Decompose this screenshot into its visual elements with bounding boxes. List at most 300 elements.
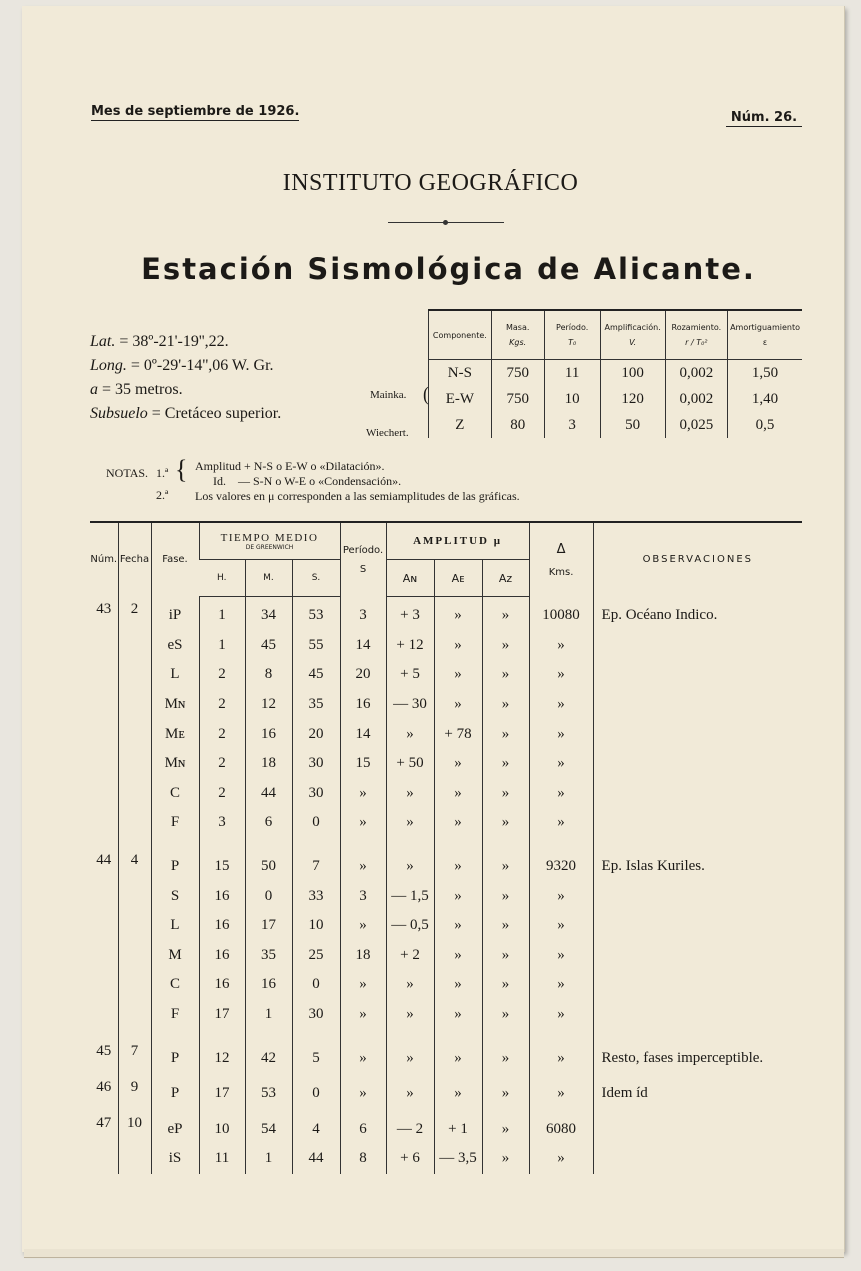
col-period [544, 310, 600, 360]
minutes: 1 [245, 1000, 292, 1030]
inst-friction: 0,025 [665, 412, 727, 438]
spacer-cell [593, 838, 802, 852]
event-num [90, 970, 118, 1000]
inst-amplification: 120 [600, 386, 665, 412]
table-row [90, 597, 802, 631]
period: » [340, 1000, 386, 1030]
amp-e: » [434, 970, 482, 1000]
note-2-number: 2.ª [156, 488, 169, 502]
observation: Ep. Islas Kuriles. [593, 852, 802, 882]
hours: 17 [199, 1079, 245, 1109]
period: 6 [340, 1115, 386, 1145]
spacer-cell [118, 838, 151, 852]
seconds: 10 [292, 911, 340, 941]
table-row [90, 631, 802, 661]
event-date [118, 719, 151, 749]
col-an: Aɴ [386, 560, 434, 597]
observation: Idem íd [593, 1079, 802, 1109]
col-az: Az [482, 560, 529, 597]
phase: eS [151, 631, 199, 661]
event-num: 46 [96, 1078, 112, 1095]
note-1-number: 1.ª [156, 466, 169, 480]
observation [593, 660, 802, 690]
minutes: 45 [245, 631, 292, 661]
distance: » [529, 1144, 593, 1174]
kms-label: Kms. [548, 566, 574, 578]
table-row [90, 1079, 802, 1109]
amp-z: » [482, 970, 529, 1000]
table-row [90, 881, 802, 911]
table-row [90, 1043, 802, 1073]
amp-z: » [482, 719, 529, 749]
mass-label: Masa. [505, 323, 530, 332]
amp-e: » [434, 1000, 482, 1030]
spacer-cell [593, 1029, 802, 1043]
inst-component: E-W [429, 386, 492, 412]
amp-z: » [482, 941, 529, 971]
amp-e: » [434, 597, 482, 631]
instrument-table [428, 309, 802, 438]
event-date [118, 1144, 151, 1174]
observation [593, 941, 802, 971]
event-date: 9 [118, 1079, 151, 1109]
row-spacer [90, 838, 802, 852]
seconds: 30 [292, 1000, 340, 1030]
amp-n: » [386, 1000, 434, 1030]
spacer-cell [340, 1029, 386, 1043]
period: 14 [340, 719, 386, 749]
distance: » [529, 881, 593, 911]
phase: eP [151, 1115, 199, 1145]
amp-e: » [434, 808, 482, 838]
seconds: 44 [292, 1144, 340, 1174]
note-1a: Amplitud + N-S o E-W o «Dilatación». [195, 459, 385, 473]
period-label: Período. [556, 323, 589, 332]
event-date [118, 1000, 151, 1030]
event-date [118, 941, 151, 971]
latitude-label: Lat. [90, 333, 116, 350]
amp-e: » [434, 881, 482, 911]
phase: F [151, 808, 199, 838]
col-amplitude: AMPLITUD μ [386, 522, 529, 560]
minutes: 42 [245, 1043, 292, 1073]
spacer-cell [292, 838, 340, 852]
instrument-row [429, 386, 803, 412]
seismic-table [90, 521, 802, 1174]
observation [593, 690, 802, 720]
amp-n: + 5 [386, 660, 434, 690]
amp-z: » [482, 660, 529, 690]
altitude [90, 381, 183, 399]
subsoil-value: = Cretáceo superior. [151, 405, 282, 422]
amp-e: » [434, 779, 482, 809]
minutes: 50 [245, 852, 292, 882]
phase: Mɴ [151, 690, 199, 720]
period: 18 [340, 941, 386, 971]
minutes: 18 [245, 749, 292, 779]
amp-e: » [434, 1043, 482, 1073]
seconds: 53 [292, 597, 340, 631]
event-num [90, 690, 118, 720]
period-label: Período. [342, 544, 384, 556]
table-row [90, 779, 802, 809]
minutes: 1 [245, 1144, 292, 1174]
amp-z: » [482, 1079, 529, 1109]
event-num [90, 631, 118, 661]
hours: 16 [199, 941, 245, 971]
table-row [90, 1144, 802, 1174]
inst-mass: 80 [491, 412, 544, 438]
spacer-cell [90, 838, 118, 852]
notes-brace: { [175, 455, 188, 484]
longitude [90, 357, 274, 375]
spacer-cell [199, 838, 245, 852]
altitude-value: = 35 metros. [102, 381, 183, 398]
minutes: 17 [245, 911, 292, 941]
inst-mass: 750 [491, 386, 544, 412]
instrument-header-row [429, 310, 803, 360]
row-spacer [90, 1029, 802, 1043]
table-row [90, 852, 802, 882]
distance: » [529, 1000, 593, 1030]
observation [593, 881, 802, 911]
observation: Ep. Océano Indico. [593, 597, 802, 631]
observation [593, 719, 802, 749]
seconds: 0 [292, 970, 340, 1000]
group-wiechert: Wiechert. [366, 427, 409, 439]
observation [593, 1115, 802, 1145]
hours: 16 [199, 970, 245, 1000]
event-num [90, 808, 118, 838]
amp-n: » [386, 808, 434, 838]
event-num [90, 719, 118, 749]
seconds: 0 [292, 1079, 340, 1109]
inst-amplification: 100 [600, 360, 665, 387]
amp-n: + 12 [386, 631, 434, 661]
inst-component: Z [429, 412, 492, 438]
mass-unit: Kgs. [509, 338, 527, 347]
hours: 10 [199, 1115, 245, 1145]
event-date [118, 749, 151, 779]
period-unit: T₀ [568, 338, 577, 347]
period: 3 [340, 881, 386, 911]
col-minutes: M. [245, 560, 292, 597]
event-date [118, 808, 151, 838]
delta-label: Δ [556, 541, 566, 557]
amplification-label: Amplificación. [604, 323, 661, 332]
spacer-cell [118, 1029, 151, 1043]
inst-damping: 0,5 [728, 412, 802, 438]
hours: 12 [199, 1043, 245, 1073]
inst-friction: 0,002 [665, 360, 727, 387]
longitude-label: Long. [90, 357, 127, 374]
hours: 17 [199, 1000, 245, 1030]
instrument-row [429, 360, 803, 387]
amp-n: » [386, 852, 434, 882]
time-label: TIEMPO MEDIO [220, 531, 319, 544]
hours: 16 [199, 911, 245, 941]
phase: M [151, 941, 199, 971]
longitude-value: = 0º-29'-14'',06 W. Gr. [130, 357, 274, 374]
phase: C [151, 779, 199, 809]
amp-n: + 2 [386, 941, 434, 971]
spacer-cell [434, 1029, 482, 1043]
distance: » [529, 1079, 593, 1109]
amp-n: + 3 [386, 597, 434, 631]
station-title: Estación Sismológica de Alicante. [141, 252, 756, 286]
period: » [340, 970, 386, 1000]
period: 16 [340, 690, 386, 720]
minutes: 16 [245, 719, 292, 749]
hours: 2 [199, 719, 245, 749]
event-num [90, 779, 118, 809]
minutes: 34 [245, 597, 292, 631]
minutes: 0 [245, 881, 292, 911]
amplification-unit: V. [629, 338, 637, 347]
spacer-cell [151, 1029, 199, 1043]
spacer-cell [151, 838, 199, 852]
distance: » [529, 1043, 593, 1073]
spacer-cell [386, 838, 434, 852]
seconds: 30 [292, 779, 340, 809]
hours: 1 [199, 631, 245, 661]
period: » [340, 852, 386, 882]
spacer-cell [245, 838, 292, 852]
hours: 2 [199, 690, 245, 720]
event-date [118, 970, 151, 1000]
phase: P [151, 852, 199, 882]
spacer-cell [340, 838, 386, 852]
amp-n: » [386, 1043, 434, 1073]
distance: 9320 [529, 852, 593, 882]
col-num: Núm. [90, 522, 118, 597]
minutes: 54 [245, 1115, 292, 1145]
distance: » [529, 808, 593, 838]
hours: 15 [199, 852, 245, 882]
amp-z: » [482, 597, 529, 631]
spacer-cell [529, 838, 593, 852]
seconds: 0 [292, 808, 340, 838]
event-num [90, 1144, 118, 1174]
amp-e: » [434, 690, 482, 720]
phase: P [151, 1079, 199, 1109]
amp-z: » [482, 1043, 529, 1073]
seconds: 7 [292, 852, 340, 882]
inst-friction: 0,002 [665, 386, 727, 412]
table-row [90, 660, 802, 690]
amp-z: » [482, 631, 529, 661]
amp-z: » [482, 881, 529, 911]
observation [593, 970, 802, 1000]
event-date [118, 631, 151, 661]
amp-z: » [482, 1000, 529, 1030]
subsoil-label: Subsuelo [90, 405, 148, 422]
event-date [118, 690, 151, 720]
amp-n: » [386, 779, 434, 809]
period: » [340, 911, 386, 941]
minutes: 6 [245, 808, 292, 838]
minutes: 12 [245, 690, 292, 720]
seconds: 35 [292, 690, 340, 720]
seconds: 5 [292, 1043, 340, 1073]
amp-e: » [434, 660, 482, 690]
phase: C [151, 970, 199, 1000]
distance: » [529, 911, 593, 941]
phase: Mᴇ [151, 719, 199, 749]
friction-unit: r / T₀² [685, 338, 708, 347]
event-date [118, 660, 151, 690]
seconds: 55 [292, 631, 340, 661]
inst-period: 3 [544, 412, 600, 438]
minutes: 53 [245, 1079, 292, 1109]
distance: » [529, 631, 593, 661]
damping-label: Amortiguamiento [730, 323, 800, 332]
observation: Resto, fases imperceptible. [593, 1043, 802, 1073]
spacer-cell [199, 1029, 245, 1043]
phase: F [151, 1000, 199, 1030]
spacer-cell [482, 838, 529, 852]
divider-ornament [443, 220, 448, 225]
amp-z: » [482, 911, 529, 941]
spacer-cell [434, 838, 482, 852]
event-num [90, 911, 118, 941]
mainka-brace: ( [423, 383, 429, 405]
seconds: 4 [292, 1115, 340, 1145]
event-num: 43 [96, 600, 112, 617]
note-2a: Los valores en μ corresponden a las semiamplitudes de las gráficas. [195, 489, 520, 503]
minutes: 8 [245, 660, 292, 690]
phase: L [151, 911, 199, 941]
phase: iP [151, 597, 199, 631]
event-num [90, 941, 118, 971]
group-mainka: Mainka. [370, 389, 407, 401]
seconds: 45 [292, 660, 340, 690]
spacer-cell [529, 1029, 593, 1043]
subsoil [90, 405, 281, 423]
distance: » [529, 749, 593, 779]
period-unit: S [359, 563, 367, 575]
amp-e: + 1 [434, 1115, 482, 1145]
spacer-cell [482, 1029, 529, 1043]
event-date: 7 [118, 1043, 151, 1073]
hours: 2 [199, 779, 245, 809]
note-1b: Id. — S-N o W-E o «Condensación». [213, 474, 402, 488]
amp-e: » [434, 911, 482, 941]
amp-n: — 2 [386, 1115, 434, 1145]
distance: 10080 [529, 597, 593, 631]
phase: Mɴ [151, 749, 199, 779]
col-period [340, 522, 386, 597]
observation [593, 1000, 802, 1030]
altitude-label: a [90, 381, 98, 398]
table-row [90, 808, 802, 838]
hours: 3 [199, 808, 245, 838]
col-distance [529, 522, 593, 597]
amp-e: » [434, 631, 482, 661]
table-row [90, 690, 802, 720]
header-month: Mes de septiembre de 1926. [91, 104, 300, 119]
amp-e: — 3,5 [434, 1144, 482, 1174]
col-seconds: S. [292, 560, 340, 597]
col-date: Fecha [118, 522, 151, 597]
table-row [90, 970, 802, 1000]
phase: L [151, 660, 199, 690]
col-damping [728, 310, 802, 360]
seconds: 25 [292, 941, 340, 971]
col-component: Componente. [429, 310, 492, 360]
observation [593, 779, 802, 809]
event-num [90, 881, 118, 911]
latitude [90, 333, 229, 351]
distance: » [529, 660, 593, 690]
phase: S [151, 881, 199, 911]
inst-mass: 750 [491, 360, 544, 387]
amp-n: » [386, 719, 434, 749]
amp-n: » [386, 970, 434, 1000]
event-date: 2 [118, 597, 151, 631]
amp-n: — 1,5 [386, 881, 434, 911]
amp-z: » [482, 808, 529, 838]
col-mass [491, 310, 544, 360]
period: 14 [340, 631, 386, 661]
event-date [118, 881, 151, 911]
period: » [340, 1043, 386, 1073]
period: 15 [340, 749, 386, 779]
observation [593, 808, 802, 838]
amp-n: + 50 [386, 749, 434, 779]
hours: 2 [199, 660, 245, 690]
hours: 2 [199, 749, 245, 779]
distance: » [529, 941, 593, 971]
seconds: 20 [292, 719, 340, 749]
header-row-1 [90, 522, 802, 560]
amp-z: » [482, 690, 529, 720]
table-row [90, 749, 802, 779]
inst-damping: 1,40 [728, 386, 802, 412]
col-friction [665, 310, 727, 360]
seconds: 30 [292, 749, 340, 779]
latitude-value: = 38º-21'-19'',22. [119, 333, 229, 350]
distance: » [529, 719, 593, 749]
spacer-cell [90, 1029, 118, 1043]
minutes: 16 [245, 970, 292, 1000]
observation [593, 631, 802, 661]
amp-z: » [482, 852, 529, 882]
amp-e: » [434, 852, 482, 882]
inst-damping: 1,50 [728, 360, 802, 387]
amp-n: — 0,5 [386, 911, 434, 941]
event-num [90, 660, 118, 690]
table-row [90, 1000, 802, 1030]
minutes: 35 [245, 941, 292, 971]
amp-z: » [482, 779, 529, 809]
amp-e: » [434, 941, 482, 971]
observation [593, 911, 802, 941]
inst-period: 11 [544, 360, 600, 387]
observation [593, 1144, 802, 1174]
event-date [118, 779, 151, 809]
inst-period: 10 [544, 386, 600, 412]
col-time [199, 522, 340, 560]
amp-z: » [482, 749, 529, 779]
period: 3 [340, 597, 386, 631]
phase: iS [151, 1144, 199, 1174]
inst-component: N-S [429, 360, 492, 387]
period: » [340, 808, 386, 838]
time-sub-label: DE GREENWICH [245, 543, 294, 551]
table-row [90, 941, 802, 971]
distance: » [529, 690, 593, 720]
